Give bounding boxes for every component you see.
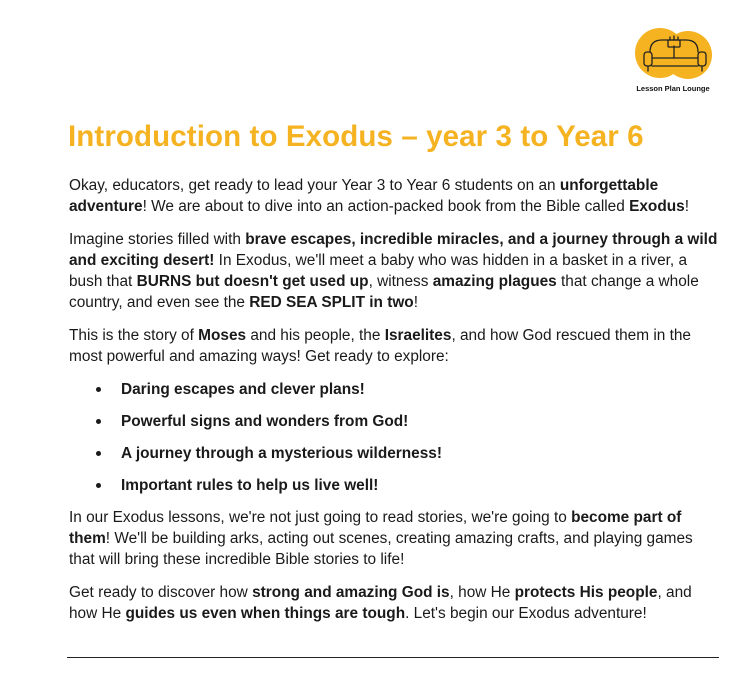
text-run: ! xyxy=(413,294,418,311)
closing-paragraph xyxy=(69,582,721,624)
intro-paragraph xyxy=(69,175,721,217)
bold-text-run: protects His people xyxy=(514,584,658,601)
logo-text: Lesson Plan Lounge xyxy=(636,84,710,93)
bold-text-run: unforgettable adventure xyxy=(69,177,659,215)
text-run: In our Exodus lessons, we're not just going to read stories, we're going to xyxy=(69,509,572,526)
bold-text-run: brave escapes, incredible miracles, and a journey through a wild and exciting desert! xyxy=(69,231,718,269)
list-item: A journey through a mysterious wilderness! xyxy=(69,443,721,464)
list-item: Important rules to help us live well! xyxy=(69,475,721,496)
text-run: , how He xyxy=(449,584,515,601)
text-run: that change a whole country, and even see the xyxy=(69,273,699,311)
bold-text-run: strong and amazing God is xyxy=(252,584,450,601)
text-run: Get ready to discover how xyxy=(69,584,253,601)
page-title: Introduction to Exodus – year 3 to Year 6 xyxy=(68,120,644,153)
bold-text-run: RED SEA SPLIT in two xyxy=(249,294,414,311)
stories-paragraph xyxy=(69,229,721,313)
lesson-plan-lounge-logo xyxy=(630,28,716,98)
document-body xyxy=(69,175,721,636)
text-run: . Let's begin our Exodus adventure! xyxy=(405,605,647,622)
footer-divider xyxy=(67,657,719,658)
text-run: ! xyxy=(684,198,689,215)
text-run: ! We'll be building arks, acting out scenes, creating amazing crafts, and playing games that will bring these incredible Bible stories to life! xyxy=(69,530,693,568)
text-run: ! We are about to dive into an action-packed book from the Bible called xyxy=(142,198,630,215)
bold-text-run: Exodus xyxy=(629,198,685,215)
text-run: Imagine stories filled with xyxy=(69,231,246,248)
text-run: , and how He xyxy=(69,584,692,622)
bold-text-run: guides us even when things are tough xyxy=(125,605,406,622)
text-run: Okay, educators, get ready to lead your Year 3 to Year 6 students on an xyxy=(69,177,560,194)
text-run: , witness xyxy=(368,273,433,290)
list-item: Powerful signs and wonders from God! xyxy=(69,411,721,432)
text-run: , and how God rescued them in the most powerful and amazing ways! Get ready to explore: xyxy=(69,327,691,365)
text-run: In Exodus, we'll meet a baby who was hidden in a basket in a river, a bush that xyxy=(69,252,688,290)
bold-text-run: Moses xyxy=(198,327,247,344)
bold-text-run: BURNS but doesn't get used up xyxy=(136,273,369,290)
bold-text-run: become part of them xyxy=(69,509,682,547)
explore-list xyxy=(69,379,721,496)
sofa-logo-icon xyxy=(630,28,716,80)
list-item: Daring escapes and clever plans! xyxy=(69,379,721,400)
lessons-paragraph xyxy=(69,507,721,570)
bold-text-run: amazing plagues xyxy=(432,273,557,290)
text-run: This is the story of xyxy=(69,327,199,344)
text-run: and his people, the xyxy=(246,327,385,344)
moses-paragraph xyxy=(69,325,721,367)
bold-text-run: Israelites xyxy=(384,327,452,344)
